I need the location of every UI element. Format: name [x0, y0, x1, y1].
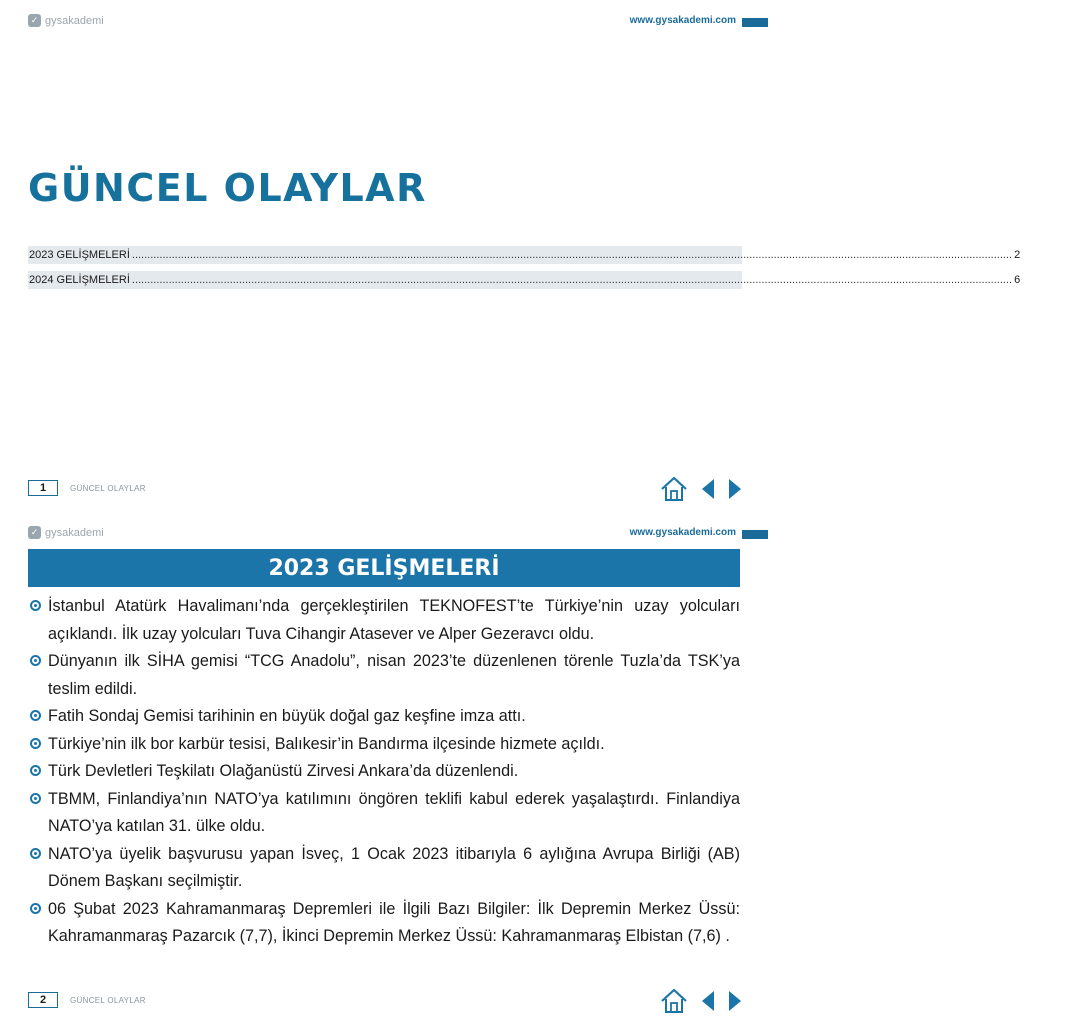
bullet-icon	[30, 848, 41, 859]
list-item	[28, 786, 740, 841]
list-item	[28, 758, 740, 786]
home-icon[interactable]	[660, 988, 688, 1014]
list-item	[28, 593, 740, 648]
bullet-icon	[30, 738, 41, 749]
list-item-text: Fatih Sondaj Gemisi tarihinin en büyük doğal gaz keşfine imza attı.	[48, 707, 526, 725]
toc-item-label: 2024 GELİŞMELERİ	[29, 274, 130, 286]
list-item-text: NATO’ya üyelik başvurusu yapan İsveç, 1 Ocak 2023 itibarıyla 6 aylığına Avrupa Birliği (AB) Dönem Başkanı seçilmiştir.	[48, 844, 740, 890]
list-item	[28, 731, 740, 759]
bullet-icon	[30, 710, 41, 721]
list-item-text: İstanbul Atatürk Havalimanı’nda gerçekleştirilen TEKNOFEST’te Türkiye’nin uzay yolcuları açıklandı. İlk uzay yolcuları Tuva Cihangir Atasever ve Alper Gezeravcı oldu.	[48, 597, 740, 643]
arrow-left-icon[interactable]	[701, 990, 715, 1012]
table-of-contents	[28, 246, 1021, 296]
footer-title: GÜNCEL OLAYLAR	[70, 483, 146, 493]
site-url-link[interactable]: www.gysakademi.com	[629, 15, 736, 26]
logo-icon: ✓	[28, 526, 41, 539]
toc-item-page: 2	[1014, 249, 1021, 261]
site-url-link[interactable]: www.gysakademi.com	[629, 527, 736, 538]
page-1	[0, 0, 1021, 512]
page-number: 1	[28, 480, 58, 496]
arrow-right-icon[interactable]	[728, 990, 742, 1012]
bullet-icon	[30, 600, 41, 611]
page-navigation	[660, 476, 742, 502]
arrow-right-icon[interactable]	[728, 478, 742, 500]
list-item-text: Dünyanın ilk SİHA gemisi “TCG Anadolu”, nisan 2023’te düzenlenen törenle Tuzla’da TSK’ya teslim edildi.	[48, 652, 740, 698]
home-icon[interactable]	[660, 476, 688, 502]
toc-leader-dots: ................................................................................................................................................................................................................................................................................................	[131, 274, 1013, 286]
page-footer	[28, 992, 146, 1008]
news-list	[28, 593, 740, 951]
arrow-left-icon[interactable]	[701, 478, 715, 500]
brand-logo[interactable]	[28, 14, 104, 27]
page-number: 2	[28, 992, 58, 1008]
list-item-text: Türkiye’nin ilk bor karbür tesisi, Balıkesir’in Bandırma ilçesinde hizmete açıldı.	[48, 734, 605, 753]
bullet-icon	[30, 793, 41, 804]
section-title-banner: 2023 GELİŞMELERİ	[28, 549, 740, 587]
bullet-icon	[30, 765, 41, 776]
header-accent-bar	[742, 18, 768, 27]
list-item	[28, 896, 740, 951]
logo-icon: ✓	[28, 14, 41, 27]
page-footer	[28, 480, 146, 496]
logo-text: gysakademi	[45, 526, 104, 539]
list-item-text: 06 Şubat 2023 Kahramanmaraş Depremleri ile İlgili Bazı Bilgiler: İlk Depremin Merkez Üssü: Kahramanmaraş Pazarcık (7,7), İkinci Depremin Merkez Üssü: Kahramanmaraş Elbistan (7,6) .	[48, 899, 740, 945]
list-item-text: Türk Devletleri Teşkilatı Olağanüstü Zirvesi Ankara’da düzenlendi.	[48, 762, 519, 780]
bullet-icon	[30, 903, 41, 914]
list-item-text: TBMM, Finlandiya’nın NATO’ya katılımını öngören teklifi kabul ederek yaşalaştırdı. Finlandiya NATO’ya katılan 31. ülke oldu.	[48, 789, 740, 835]
header-accent-bar	[742, 530, 768, 539]
toc-leader-dots: ................................................................................................................................................................................................................................................................................................	[131, 249, 1013, 261]
page-title: GÜNCEL OLAYLAR	[28, 166, 427, 210]
toc-item-page: 6	[1014, 274, 1021, 286]
list-item	[28, 703, 740, 731]
bullet-icon	[30, 655, 41, 666]
footer-title: GÜNCEL OLAYLAR	[70, 995, 146, 1005]
toc-item[interactable]	[28, 271, 1021, 289]
brand-logo[interactable]	[28, 526, 104, 539]
logo-text: gysakademi	[45, 14, 104, 27]
list-item	[28, 841, 740, 896]
page-navigation	[660, 988, 742, 1014]
list-item	[28, 648, 740, 703]
toc-item-label: 2023 GELİŞMELERİ	[29, 249, 130, 261]
toc-item[interactable]	[28, 246, 1021, 264]
